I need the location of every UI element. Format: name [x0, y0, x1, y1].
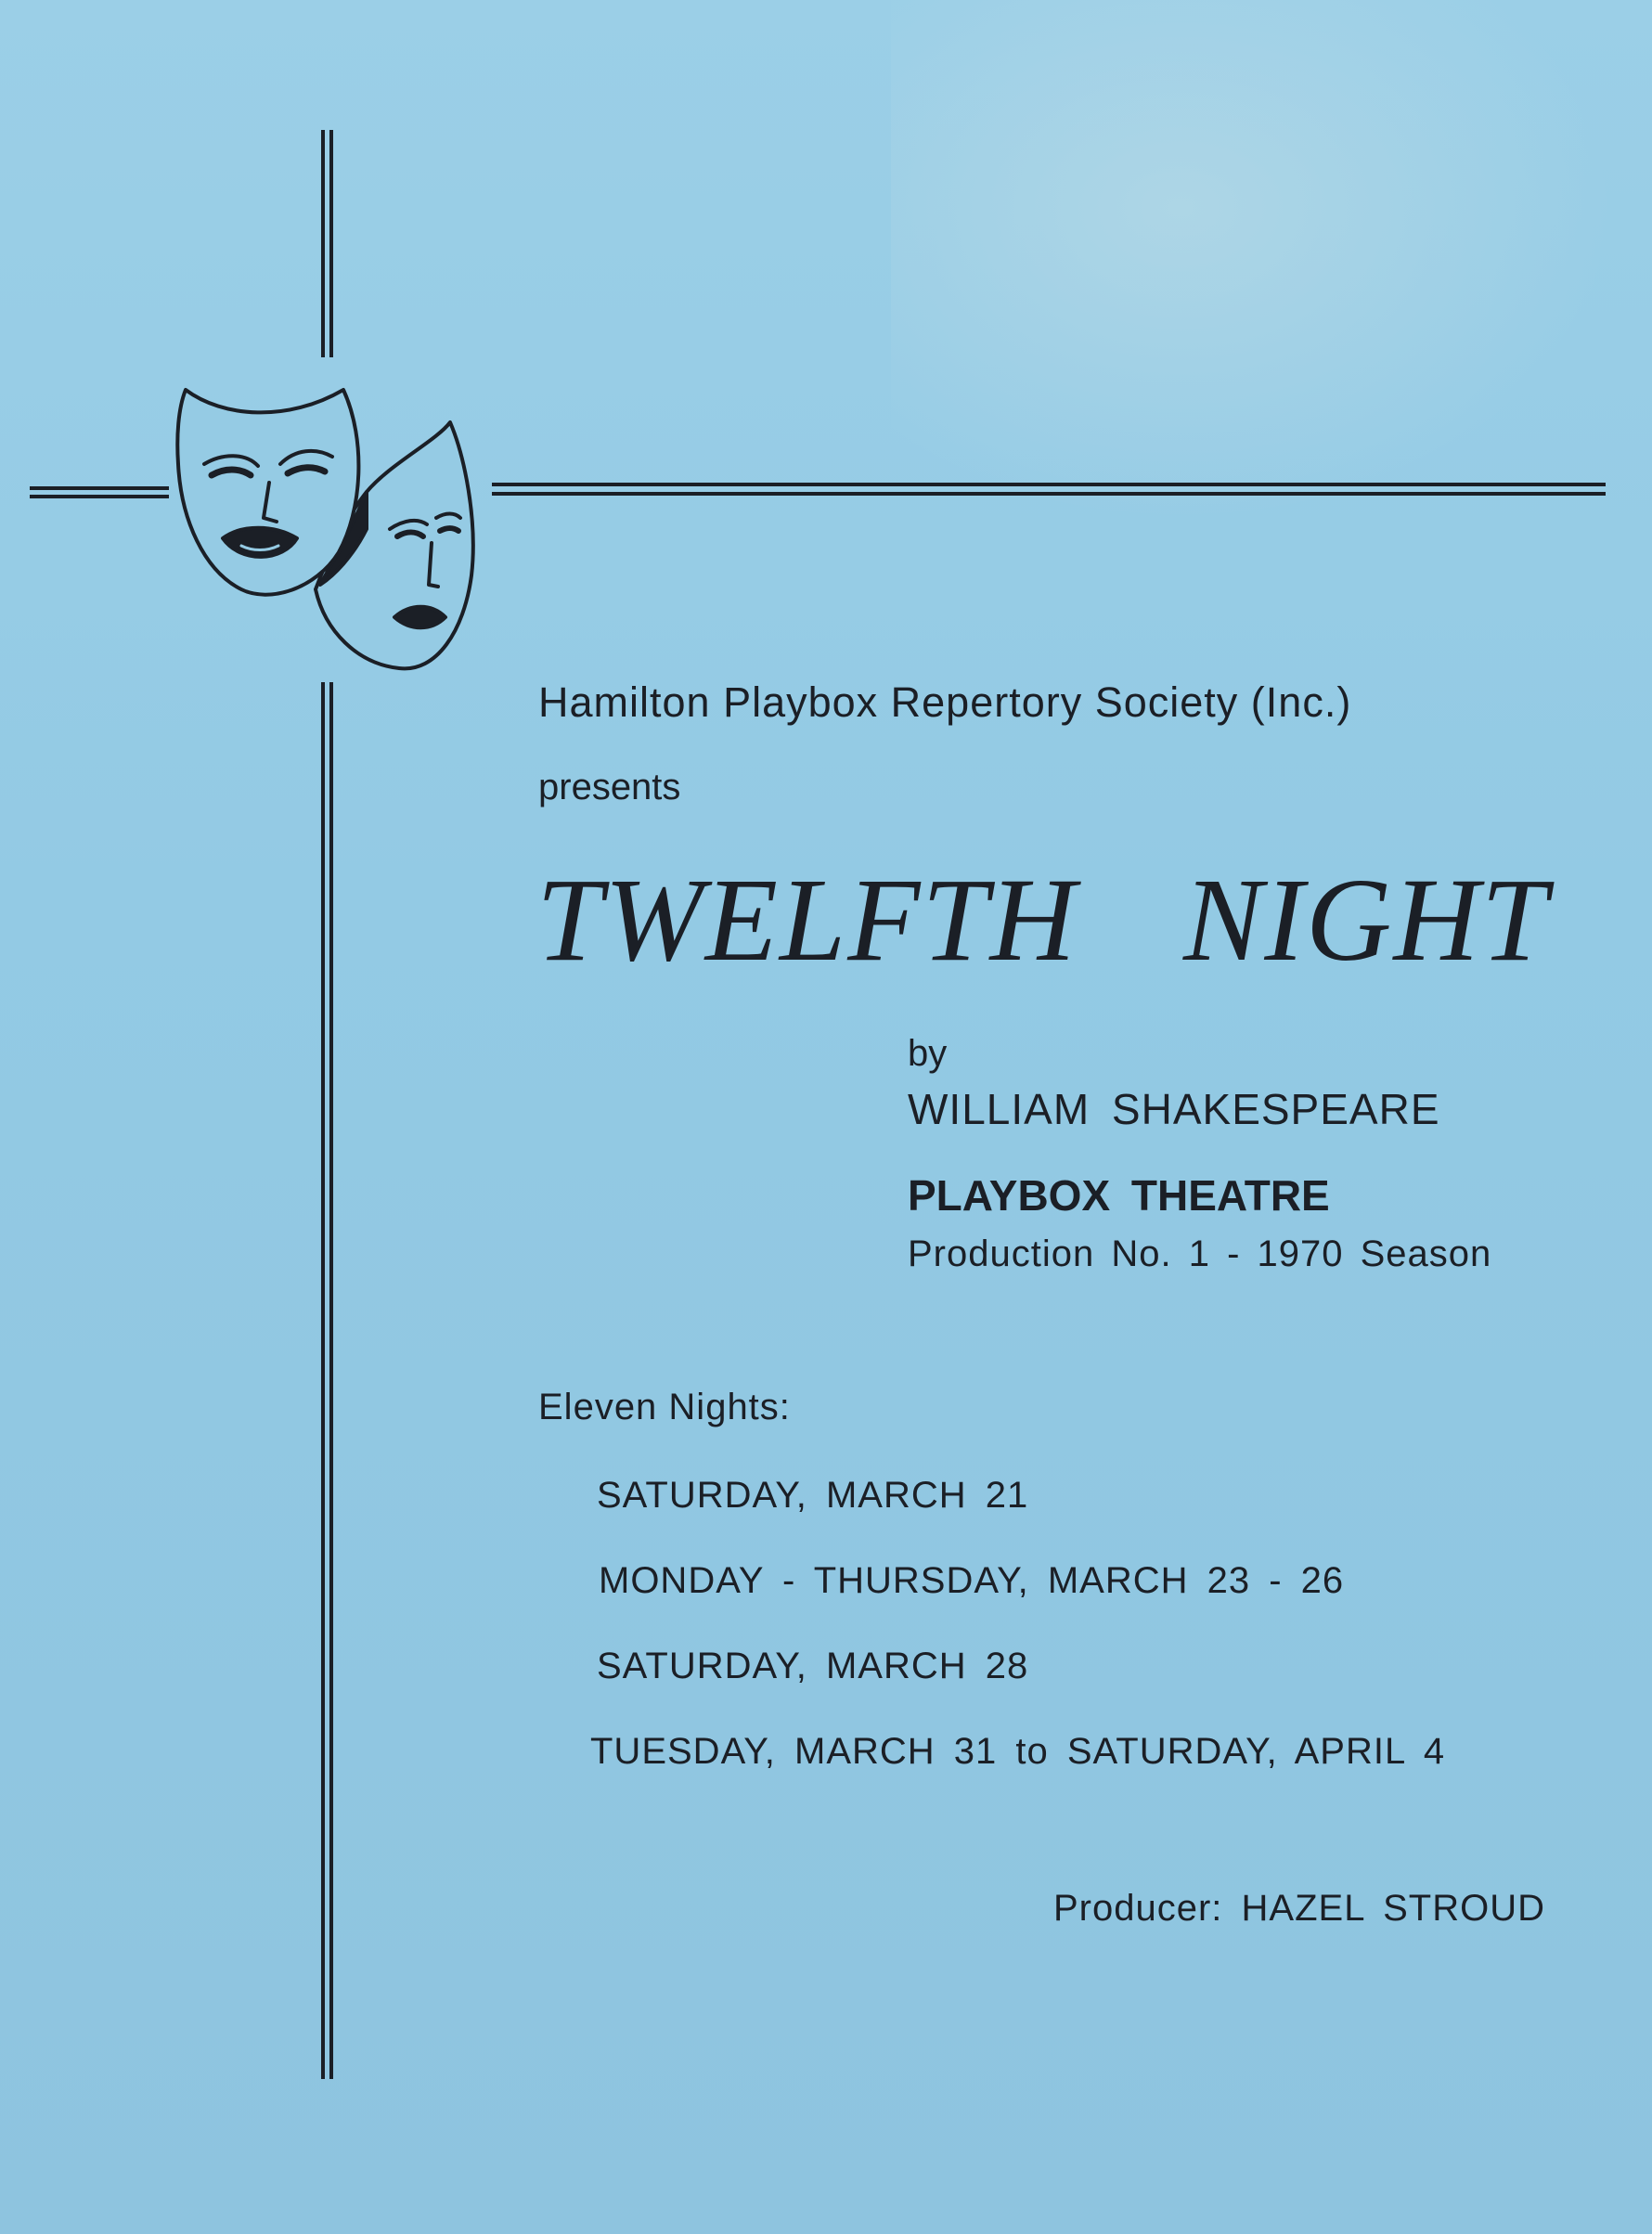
horizontal-rule-right-bottom: [492, 492, 1606, 496]
production-info: Production No. 1 - 1970 Season: [908, 1233, 1492, 1274]
schedule-date: MONDAY - THURSDAY, MARCH 23 - 26: [599, 1560, 1345, 1601]
schedule-date: SATURDAY, MARCH 28: [597, 1646, 1029, 1686]
schedule-heading: Eleven Nights:: [538, 1387, 791, 1427]
horizontal-rule-right-top: [492, 483, 1606, 486]
horizontal-rule-left-top: [30, 486, 169, 490]
horizontal-rule-left-bottom: [30, 495, 169, 498]
vertical-rule-bottom-right: [329, 682, 333, 2079]
vertical-rule-bottom-left: [321, 682, 325, 2079]
author-name: WILLIAM SHAKESPEARE: [908, 1085, 1440, 1133]
producer-credit: Producer: HAZEL STROUD: [1053, 1888, 1545, 1929]
water-stain: [891, 0, 1615, 520]
society-name: Hamilton Playbox Repertory Society (Inc.): [538, 678, 1352, 726]
play-title: TWELFTH NIGHT: [536, 854, 1550, 986]
vertical-rule-top-right: [329, 130, 333, 357]
theatre-name: PLAYBOX THEATRE: [908, 1171, 1330, 1220]
vertical-rule-top-left: [321, 130, 325, 357]
theatre-masks-icon: [167, 353, 492, 687]
schedule-date: SATURDAY, MARCH 21: [597, 1475, 1029, 1516]
schedule-date: TUESDAY, MARCH 31 to SATURDAY, APRIL 4: [590, 1731, 1446, 1772]
by-label: by: [908, 1033, 948, 1074]
presents-label: presents: [538, 767, 681, 807]
